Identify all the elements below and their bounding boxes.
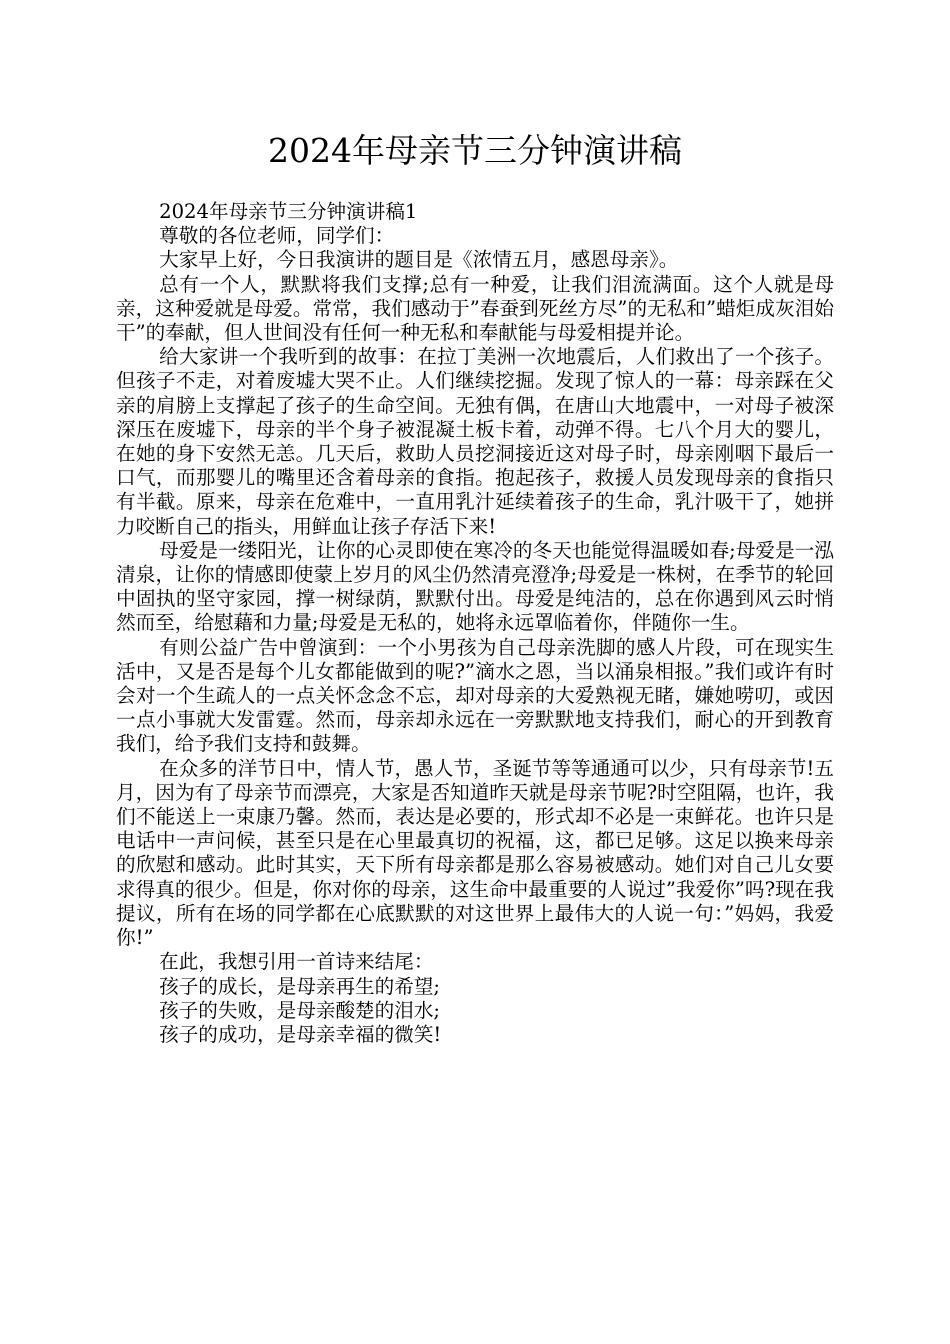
paragraph-mothers-day: 在众多的洋节日中，情人节，愚人节，圣诞节等等通通可以少，只有母亲节!五月，因为有了母亲节而漂亮，大家是否知道昨天就是母亲节呢?时空阻隔，也许，我们不能送上一束康乃馨。然而，表达是必要的，形式却不必是一束鲜花。也许只是电话中一声问候，甚至只是在心里最真切的祝福，这，都已足够。这足以换来母亲的欣慰和感动。此时其实，天下所有母亲都是那么容易被感动。她们对自己儿女要求得真的很少。但是，你对你的母亲，这生命中最重要的人说过”我爱你”吗?现在我提议，所有在场的同学都在心底默默的对这世界上最伟大的人说一句：”妈妈，我爱你!” <box>116 756 834 950</box>
paragraph-story: 给大家讲一个我听到的故事：在拉丁美洲一次地震后，人们救出了一个孩子。但孩子不走，对着废墟大哭不止。人们继续挖掘。发现了惊人的一幕：母亲踩在父亲的肩膀上支撑起了孩子的生命空间。无独有偶，在唐山大地震中，一对母子被深深压在废墟下，母亲的半个身子被混凝土板卡着，动弹不得。七八个月大的婴儿，在她的身下安然无恙。几天后，救助人员挖洞接近这对母子时，母亲刚咽下最后一口气，而那婴儿的嘴里还含着母亲的食指。抱起孩子，救援人员发现母亲的食指只有半截。原来，母亲在危难中，一直用乳汁延续着孩子的生命，乳汁吸干了，她拼力咬断自己的指头，用鲜血让孩子存活下来! <box>116 345 834 538</box>
poem-line: 孩子的成功，是母亲幸福的微笑! <box>159 1022 442 1046</box>
poem-line: 孩子的成长，是母亲再生的希望; <box>159 974 441 998</box>
paragraph-greeting: 大家早上好，今日我演讲的题目是《浓情五月，感恩母亲》。 <box>159 248 679 272</box>
document-body <box>116 200 834 1047</box>
salutation: 尊敬的各位老师，同学们： <box>159 224 395 248</box>
speech-heading: 2024年母亲节三分钟演讲稿1 <box>159 200 418 223</box>
paragraph-poem-intro: 在此，我想引用一首诗来结尾： <box>159 950 434 974</box>
poem-line: 孩子的失败，是母亲酸楚的泪水; <box>159 998 441 1022</box>
paragraph-metaphor: 母爱是一缕阳光，让你的心灵即使在寒冷的冬天也能觉得温暖如春;母爱是一泓清泉，让你的情感即使蒙上岁月的风尘仍然清亮澄净;母爱是一株树，在季节的轮回中固执的坚守家园，撑一树绿荫，默默付出。母爱是纯洁的，总在你遇到风云时悄然而至，给慰藉和力量;母爱是无私的，她将永远罩临着你，伴随你一生。 <box>116 538 834 635</box>
paragraph-intro: 总有一个人，默默将我们支撑;总有一种爱，让我们泪流满面。这个人就是母亲，这种爱就是母爱。常常，我们感动于”春蚕到死丝方尽”的无私和”蜡炬成灰泪始干”的奉献，但人世间没有任何一种无私和奉献能与母爱相提并论。 <box>116 272 834 345</box>
paragraph-ad: 有则公益广告中曾演到：一个小男孩为自己母亲洗脚的感人片段，可在现实生活中，又是否是每个儿女都能做到的呢?”滴水之恩，当以涌泉相报。”我们或许有时会对一个生疏人的一点关怀念念不忘，却对母亲的大爱熟视无睹，嫌她唠叨，或因一点小事就大发雷霆。然而，母亲却永远在一旁默默地支持我们，耐心的开到教育我们，给予我们支持和鼓舞。 <box>116 635 834 756</box>
document-title: 2024年母亲节三分钟演讲稿 <box>268 131 682 170</box>
